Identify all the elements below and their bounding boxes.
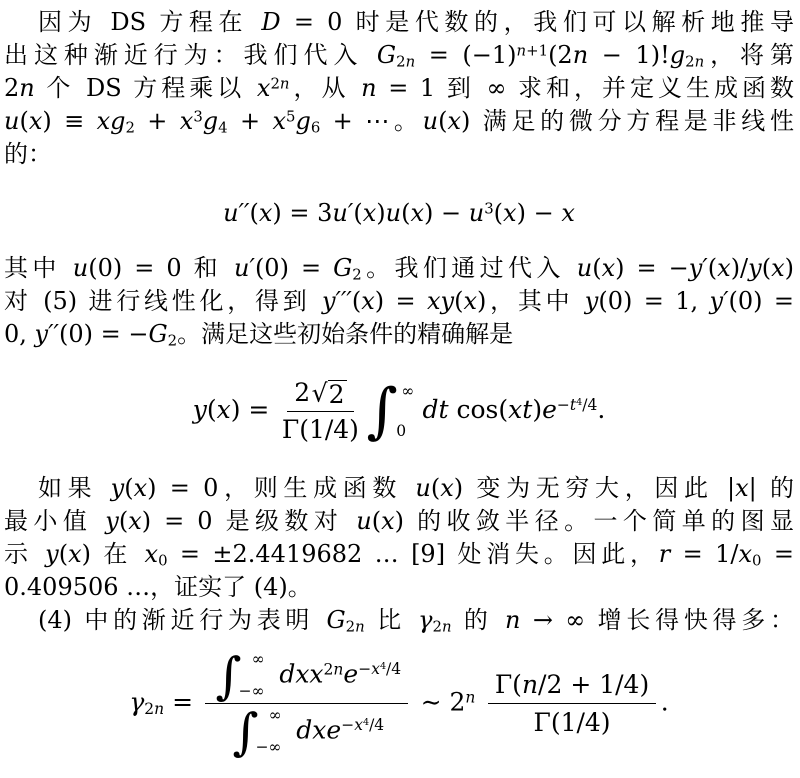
math-token: 3 — [484, 199, 494, 218]
math-token: −∞ — [255, 738, 282, 757]
math-token: u — [468, 199, 485, 227]
math-token: → ∞ 增长得快得多： — [520, 605, 794, 634]
math-token: ( — [438, 107, 448, 135]
math-token: x — [503, 199, 517, 227]
math-token: ( — [118, 506, 129, 535]
math-token: ( — [761, 254, 772, 283]
math-sup — [484, 199, 493, 217]
math-token: n — [694, 52, 705, 71]
text-line-p1-2 — [4, 39, 794, 72]
math-token: . — [597, 394, 606, 424]
math-token: 2 — [270, 74, 280, 93]
math-token — [395, 421, 408, 440]
math-token: y — [105, 506, 119, 535]
math-sub — [685, 52, 704, 70]
math-token: n — [516, 41, 527, 60]
math-token: ) 在 — [81, 539, 145, 568]
math-token: 5 — [286, 107, 296, 126]
math-token — [488, 669, 656, 704]
math-token: − — [556, 395, 570, 414]
math-token: n — [465, 688, 476, 707]
math-token: y′ — [709, 287, 729, 316]
math-token — [328, 380, 347, 408]
math-sup — [358, 660, 401, 678]
math-sup — [324, 660, 344, 678]
math-token: Γ(1/4) — [281, 415, 359, 445]
math-token: n — [333, 660, 344, 679]
math-token: 4 — [362, 717, 370, 729]
math-token: −∞ — [238, 682, 265, 701]
math-token: ( — [454, 287, 464, 316]
math-token: ( — [351, 287, 362, 316]
math-token: n — [405, 52, 416, 71]
math-token: (0) = − — [59, 320, 149, 349]
math-token: 2 — [167, 331, 178, 350]
math-token: ) 的收敛半径。一个简单的图显 — [394, 506, 794, 535]
math-token: t — [569, 395, 577, 414]
math-token: x — [258, 199, 273, 227]
math-token: x — [216, 394, 231, 424]
math-token: +1 — [526, 41, 549, 60]
math-sub — [311, 118, 320, 136]
math-sup — [557, 396, 597, 414]
math-token: (0) = 0 和 — [88, 254, 235, 283]
math-token: n — [19, 74, 35, 102]
math-token: 最小值 — [4, 506, 106, 535]
math-token: ( — [493, 199, 504, 227]
math-token: ) = − — [615, 254, 689, 283]
math-token: ( — [371, 506, 382, 535]
math-token: ∞ — [268, 705, 282, 724]
math-token: u — [422, 107, 439, 135]
math-token: g — [669, 41, 686, 69]
math-token — [401, 381, 415, 400]
math-token: n — [355, 616, 365, 635]
math-token: 出这种渐近行为：我们代入 — [4, 41, 377, 69]
math-token: 4 — [218, 118, 228, 137]
math-token: ∞ — [251, 649, 265, 668]
math-token: ) ≡ — [42, 107, 97, 135]
math-token: dxx — [279, 659, 324, 689]
math-token: y — [45, 539, 59, 568]
text-line-p3-4 — [4, 571, 794, 604]
math-token: ( — [592, 254, 602, 283]
math-token: ( — [19, 107, 29, 135]
math-token: 个 DS 方程乘以 — [34, 74, 257, 102]
math-token: 4 — [379, 661, 387, 673]
math-token: x — [735, 473, 749, 502]
math-token: ) — [532, 394, 543, 424]
text-line-p2-1 — [4, 252, 794, 285]
math-token: y — [584, 287, 599, 316]
math-token: 。我们通过代入 — [361, 254, 577, 283]
math-token: ，将第 — [704, 41, 794, 69]
equation-y-integral-solution — [4, 377, 794, 446]
text-line-p1-5 — [4, 138, 794, 171]
math-token: 2 — [125, 118, 135, 137]
text-line-p4-1 — [4, 604, 794, 637]
math-token: ) = — [230, 394, 278, 424]
math-token: − — [358, 660, 372, 679]
math-token — [239, 684, 265, 700]
math-sub — [396, 52, 415, 70]
math-token: x — [440, 473, 454, 502]
math-token: ( — [707, 254, 718, 283]
math-token: = — [761, 539, 794, 568]
math-token: /2 + 1/4) — [538, 670, 650, 700]
math-sub — [158, 551, 167, 569]
radical — [312, 380, 347, 408]
math-token: n — [361, 74, 377, 102]
math-token: + ⋯。 — [320, 107, 423, 135]
math-token: u — [356, 506, 372, 535]
math-token: 对 (5) 进行线性化，得到 — [4, 287, 322, 316]
math-token: 2 — [328, 379, 345, 409]
equation-gamma-2n-ratio — [4, 646, 794, 761]
text-line-p3-3 — [4, 538, 794, 571]
math-token: ( — [124, 473, 134, 502]
math-token: ) = 0 是级数对 — [141, 506, 357, 535]
math-token: x — [771, 254, 785, 283]
math-token: 2 — [323, 660, 334, 679]
text-line-p2-2 — [4, 285, 794, 318]
math-token — [396, 381, 415, 440]
math-token: n — [441, 616, 452, 635]
math-token: ( — [206, 394, 217, 424]
math-token: . — [660, 687, 669, 717]
integral-sign-icon: ∫ — [215, 646, 242, 705]
equation-nonlinear-ode — [4, 198, 794, 229]
math-token: n — [154, 699, 165, 718]
math-sup — [193, 107, 202, 125]
math-token: )，其中 — [477, 287, 585, 316]
math-token: y — [110, 473, 125, 502]
math-token: 3 — [193, 107, 203, 126]
math-sub — [433, 617, 452, 635]
math-token: ，从 — [289, 74, 362, 102]
math-token: 。满足这些初始条件的精确解是 — [177, 320, 514, 349]
text-line-p1-1 — [4, 6, 794, 39]
math-token: e — [542, 394, 557, 424]
math-token — [229, 702, 385, 761]
math-token: − — [341, 716, 355, 735]
math-token: 2 — [396, 52, 406, 71]
math-token: ) — [784, 254, 794, 283]
math-sup — [341, 716, 384, 734]
math-sub — [125, 118, 134, 136]
math-token: 6 — [310, 118, 321, 137]
math-token: 0 — [158, 550, 168, 569]
fraction — [205, 646, 408, 761]
math-token: − 1)! — [588, 41, 670, 69]
text-line-p3-2 — [4, 505, 794, 538]
math-token: cos( — [448, 394, 509, 424]
math-token: x — [362, 199, 377, 227]
paragraph-growth-comparison — [4, 604, 794, 637]
math-token: G — [148, 320, 168, 349]
math-token: ( — [58, 539, 69, 568]
math-token: ( — [249, 199, 259, 227]
math-token: x — [133, 473, 148, 502]
fraction — [282, 377, 359, 446]
math-token: ) = 3 — [272, 199, 333, 227]
math-token: (4) 中的渐近行为表明 — [38, 605, 327, 634]
math-token: n — [572, 41, 589, 69]
math-token: x — [447, 107, 461, 135]
math-token: G — [376, 41, 397, 69]
integral — [366, 376, 415, 447]
text-line-p2-3 — [4, 318, 794, 351]
math-token: ) = 0，则生成函数 — [147, 473, 416, 502]
math-token: 2 — [294, 378, 311, 408]
math-sub — [218, 118, 227, 136]
math-token: ) = — [374, 287, 428, 316]
math-token — [205, 646, 408, 705]
math-token: 其中 — [4, 254, 73, 283]
math-token: ) — [376, 199, 386, 227]
integral — [232, 702, 285, 761]
math-token: ) 变为无穷大，因此 | — [453, 473, 736, 502]
math-token: 如果 — [38, 473, 111, 502]
math-token: = 0 时是代数的，我们可以解析地推导 — [280, 8, 794, 36]
math-token: 2 — [144, 699, 155, 718]
math-token: = ±2.4419682 … [9] 处消失。因此， — [167, 539, 659, 568]
math-token: u′ — [332, 199, 354, 227]
math-token: = 1 到 ∞ 求和，并定义生成函数 — [376, 74, 794, 102]
math-token: u′′ — [223, 199, 250, 227]
math-token: /4 — [582, 395, 598, 414]
math-token: x — [601, 254, 616, 283]
paragraph-intro — [4, 6, 794, 171]
math-sub — [144, 700, 164, 718]
math-token: ) − — [424, 199, 469, 227]
math-token: n — [521, 670, 539, 700]
fraction — [488, 669, 656, 738]
math-token: u′ — [234, 254, 255, 283]
math-token: y — [748, 254, 762, 283]
math-token: x — [381, 506, 395, 535]
math-token: 2 — [432, 616, 442, 635]
math-token: x — [561, 199, 575, 227]
math-token: G — [326, 605, 346, 634]
math-token: 的 — [451, 605, 506, 634]
math-sup — [465, 688, 475, 706]
math-token: x — [738, 539, 752, 568]
math-token: ∞ — [401, 381, 415, 400]
math-token: y′′ — [34, 320, 59, 349]
math-token: + — [227, 107, 273, 135]
math-token: 的： — [4, 140, 52, 168]
math-token: x — [128, 506, 142, 535]
math-token: 2 — [4, 74, 20, 102]
math-token: e — [343, 659, 359, 689]
math-token: u — [385, 199, 402, 227]
math-sub — [168, 331, 177, 349]
math-token: 0.409506 …，证实了 (4)。 — [4, 572, 312, 601]
math-token: 4 — [576, 396, 583, 408]
math-token: g — [295, 107, 311, 135]
math-token: u — [4, 107, 20, 135]
math-token: xg — [96, 107, 126, 135]
text-line-p1-3 — [4, 72, 794, 105]
math-token: g — [202, 107, 219, 135]
math-sub — [346, 617, 365, 635]
math-token: = — [164, 687, 201, 717]
math-token: 0 — [396, 421, 407, 440]
math-token: x — [717, 254, 731, 283]
math-token: x — [179, 107, 194, 135]
math-token: u — [72, 254, 89, 283]
math-token: u — [576, 254, 593, 283]
text-line-p1-4 — [4, 105, 794, 138]
math-token: )/ — [730, 254, 749, 283]
math-token: ) − — [516, 199, 562, 227]
math-token: = (−1) — [415, 41, 517, 69]
math-token: y — [192, 394, 207, 424]
math-token: y′′′ — [321, 287, 352, 316]
math-token: γ — [129, 687, 145, 717]
math-token: Γ(1/4) — [533, 707, 611, 737]
math-token: Γ( — [494, 670, 522, 700]
math-token: (2 — [548, 41, 573, 69]
math-token: ) 满足的微分方程是非线性 — [461, 107, 794, 135]
math-token: /4 — [386, 660, 402, 679]
math-token: (0) = 1, — [598, 287, 710, 316]
math-token: xt — [508, 394, 533, 424]
math-token: + — [134, 107, 180, 135]
math-token — [282, 412, 359, 446]
math-token — [255, 705, 285, 757]
math-sub — [352, 265, 361, 283]
math-token: x — [371, 660, 380, 679]
math-token: x — [410, 199, 424, 227]
math-token: dxe — [296, 715, 342, 745]
math-token: n — [279, 74, 290, 93]
math-token: 2 — [352, 265, 362, 284]
math-token: x — [272, 107, 287, 135]
math-token: 0, — [4, 320, 35, 349]
math-token: | 的 — [748, 473, 795, 502]
math-token: y′ — [688, 254, 708, 283]
math-token: ( — [430, 473, 441, 502]
math-token: x — [28, 107, 43, 135]
paragraph-initial-conditions — [4, 252, 794, 351]
math-token: /4 — [369, 716, 385, 735]
math-token — [415, 395, 423, 424]
math-token — [238, 649, 268, 701]
math-token: 0 — [752, 550, 762, 569]
math-token: ( — [401, 199, 411, 227]
math-token: (0) = — [254, 254, 334, 283]
math-token: x — [144, 539, 159, 568]
math-token: x — [361, 287, 375, 316]
paragraph-convergence-radius — [4, 472, 794, 604]
math-token — [245, 649, 271, 668]
math-token: x — [68, 539, 82, 568]
math-token: x — [256, 74, 271, 102]
math-token: D — [261, 8, 281, 36]
radical-sign-icon: √ — [311, 378, 328, 408]
math-token: u — [415, 473, 431, 502]
integral — [215, 646, 268, 705]
math-token — [475, 687, 483, 716]
math-token: x — [354, 716, 363, 735]
math-token: r — [658, 539, 671, 568]
text-line-p3-1 — [4, 472, 794, 505]
math-token: dt — [422, 394, 449, 424]
math-token: x — [463, 287, 478, 316]
math-sup — [270, 74, 289, 92]
math-token: 比 — [364, 605, 419, 634]
math-token — [533, 704, 610, 738]
math-token: γ — [418, 605, 433, 634]
math-token — [262, 705, 288, 724]
math-sup — [517, 41, 549, 59]
math-token: n — [505, 605, 521, 634]
math-token: ∼ 2 — [412, 687, 466, 717]
math-token: 因为 DS 方程在 — [38, 8, 262, 36]
math-token — [287, 377, 353, 412]
math-token: = 1/ — [670, 539, 739, 568]
math-token: xy — [427, 287, 455, 316]
math-token: G — [333, 254, 353, 283]
math-token: 2 — [685, 52, 695, 71]
math-token — [256, 740, 282, 756]
integral-sign-icon: ∫ — [232, 702, 259, 761]
math-token: ( — [353, 199, 363, 227]
math-token: 2 — [345, 616, 356, 635]
math-token: (0) = — [728, 287, 795, 316]
math-token: 示 — [4, 539, 46, 568]
integral-sign-icon: ∫ — [366, 376, 398, 447]
